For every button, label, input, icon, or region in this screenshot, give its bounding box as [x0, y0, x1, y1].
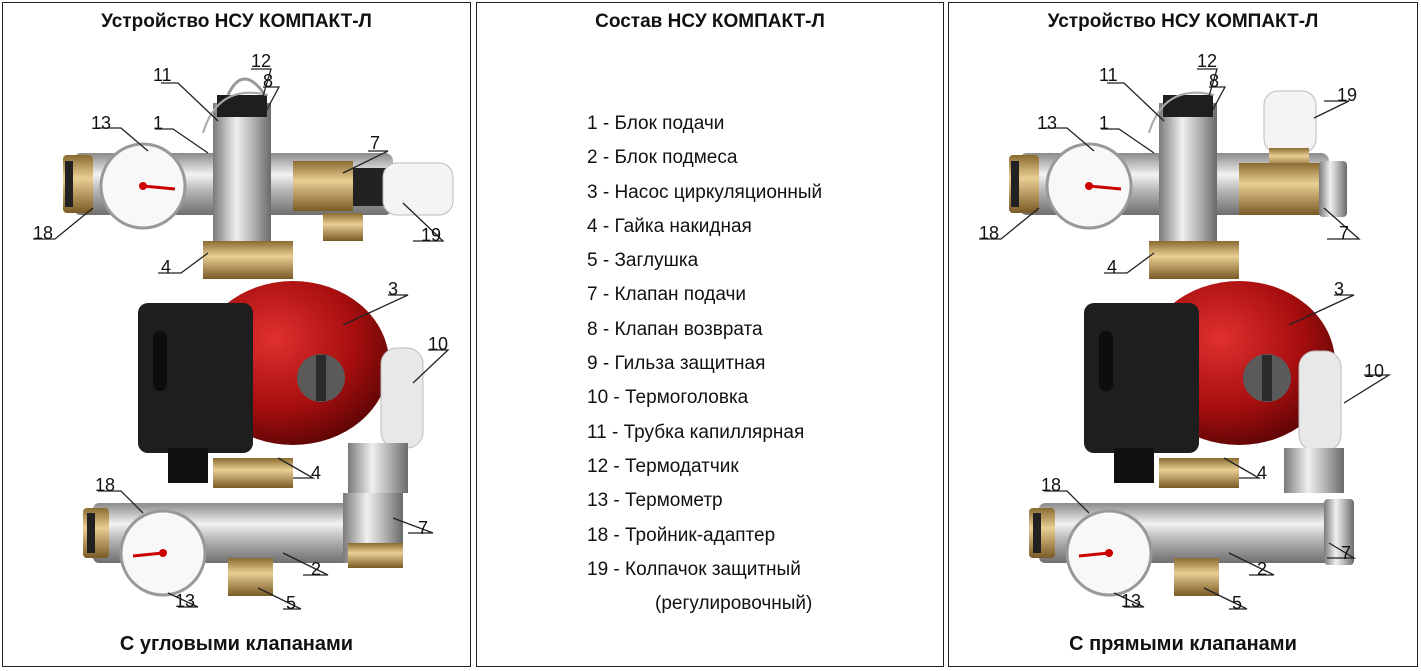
callout-18: 18: [1041, 475, 1062, 495]
list-item: 5 - Заглушка: [587, 250, 699, 272]
callout-13: 13: [91, 113, 112, 133]
callout-8: 7: [1339, 223, 1350, 243]
list-item: 8 - Клапан возврата: [587, 318, 763, 340]
left-callout-labels: [3, 3, 472, 668]
callout-18: 18: [979, 223, 1000, 243]
callout-18: 18: [95, 475, 116, 495]
callout-3: 3: [1334, 279, 1345, 299]
callout-11: 11: [1099, 65, 1118, 85]
callout-19: 19: [1337, 85, 1358, 105]
list-item: 3 - Насос циркуляционный: [587, 181, 823, 203]
callout-19: 19: [421, 225, 442, 245]
list-item: 4 - Гайка накидная: [587, 215, 752, 237]
list-item: 12 - Термодатчик: [587, 455, 739, 477]
list-item: 11 - Трубка капиллярная: [587, 421, 805, 443]
callout-9: 8: [1209, 71, 1220, 91]
list-item: 13 - Термометр: [587, 490, 723, 512]
callout-9: 8: [263, 71, 274, 91]
callout-3: 3: [388, 279, 399, 299]
list-item: 19 - Колпачок защитный: [587, 558, 801, 580]
middle-panel-title: Состав НСУ КОМПАКТ-Л: [595, 11, 825, 32]
list-item: 2 - Блок подмеса: [587, 147, 738, 169]
right-panel: [948, 2, 1418, 667]
callout-4: 4: [1107, 257, 1118, 277]
list-item: 9 - Гильза защитная: [587, 353, 766, 375]
callout-2: 2: [1257, 559, 1268, 579]
left-panel-title: Устройство НСУ КОМПАКТ-Л: [101, 11, 372, 32]
list-item: 10 - Термоголовка: [587, 387, 749, 409]
left-panel: [2, 2, 471, 667]
list-item: 1 - Блок подачи: [587, 113, 725, 134]
callout-7: 7: [1341, 543, 1352, 563]
callout-10: 10: [428, 334, 449, 354]
callout-13: 13: [1037, 113, 1058, 133]
right-panel-footer: С прямыми клапанами: [1069, 633, 1297, 655]
callout-5: 5: [286, 593, 297, 613]
callout-8: 7: [370, 133, 381, 153]
callout-5: 5: [1232, 593, 1243, 613]
callout-1: 1: [1099, 113, 1110, 133]
right-panel-title: Устройство НСУ КОМПАКТ-Л: [1047, 11, 1319, 32]
callout-7: 7: [418, 518, 429, 538]
list-item: 7 - Клапан подачи: [587, 284, 746, 306]
callout-4: 4: [1257, 463, 1268, 483]
parts-list: [587, 107, 822, 621]
left-panel-footer: С угловыми клапанами: [119, 633, 354, 655]
right-callout-labels: [949, 3, 1419, 668]
callout-13: 13: [175, 591, 196, 611]
callout-2: 2: [311, 559, 322, 579]
callout-4: 4: [311, 463, 322, 483]
callout-13: 13: [1121, 591, 1142, 611]
callout-10: 10: [1364, 361, 1385, 381]
callout-1: 1: [153, 113, 164, 133]
callout-18: 18: [33, 223, 54, 243]
callout-4: 4: [161, 257, 172, 277]
callout-12: 12: [251, 51, 272, 71]
callout-12: 12: [1197, 51, 1218, 71]
list-item: 18 - Тройник-адаптер: [587, 524, 776, 546]
middle-panel: [476, 2, 944, 667]
list-item-continuation: (регулировочный): [655, 593, 813, 615]
callout-11: 11: [153, 65, 172, 85]
